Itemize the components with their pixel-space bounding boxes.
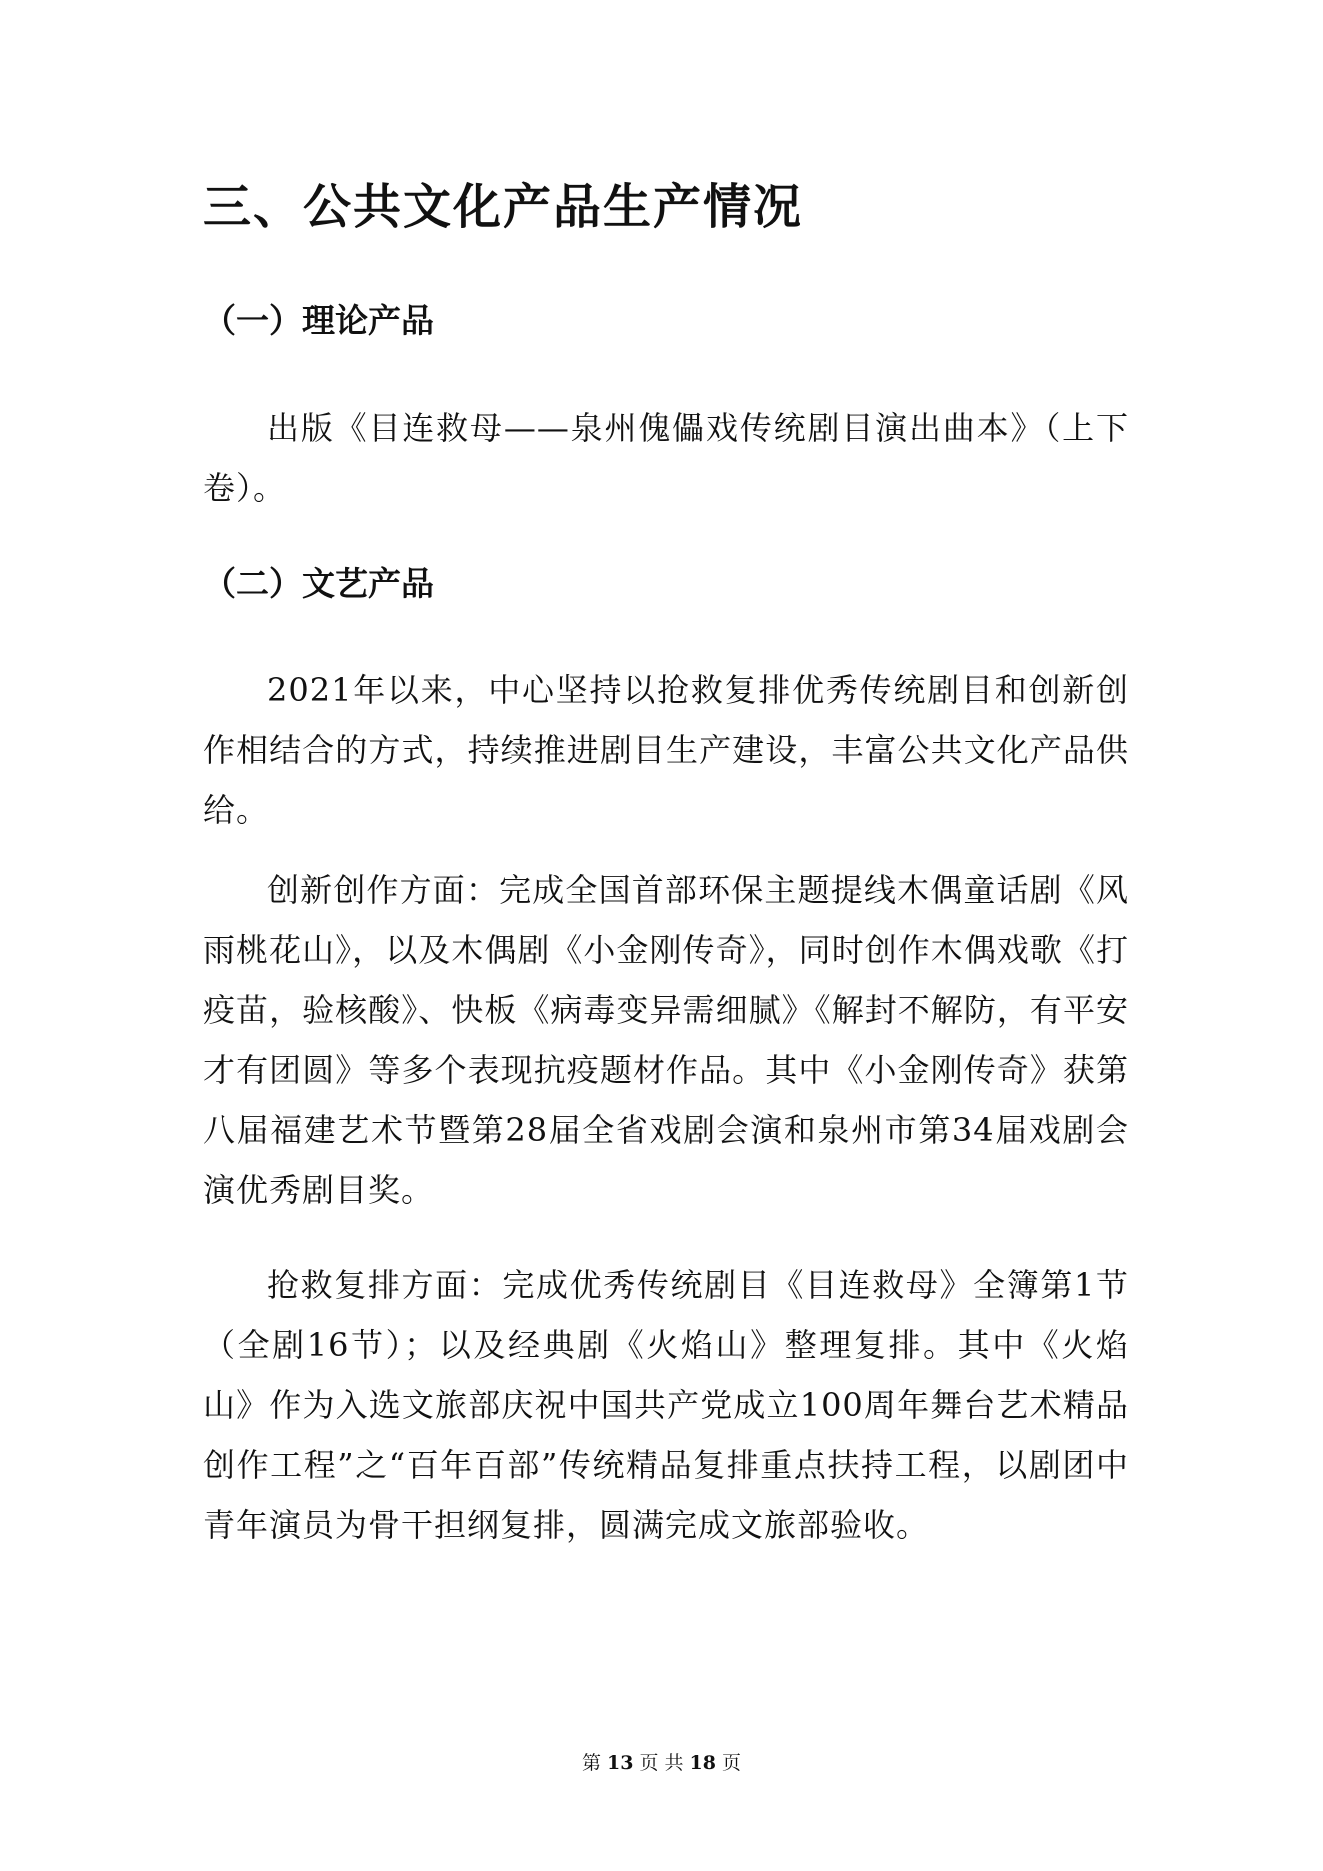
paragraph-innovation-creation: 创新创作方面：完成全国首部环保主题提线木偶童话剧《风雨桃花山》，以及木偶剧《小金刚传奇》，同时创作木偶戏歌《打疫苗，验核酸》、快板《病毒变异需细腻》《解封不解防，有平安才有团圆》等多个表现抗疫题材作品。其中《小金刚传奇》获第八届福建艺术节暨第28届全省戏剧会演和泉州市第34届戏剧会演优秀剧目奖。 [203, 871, 1129, 1209]
footer-middle: 页 共 [639, 1752, 684, 1774]
footer-prefix: 第 [582, 1752, 602, 1774]
subsection-title-theory-products: （一）理论产品 [203, 301, 434, 340]
footer-total-pages: 18 [689, 1752, 716, 1774]
subsection-title-art-products: （二）文艺产品 [203, 564, 434, 603]
paragraph-art-overview: 2021年以来，中心坚持以抢救复排优秀传统剧目和创新创作相结合的方式，持续推进剧目生产建设，丰富公共文化产品供给。 [203, 671, 1129, 829]
section-heading: 三、公共文化产品生产情况 [203, 179, 804, 235]
footer-suffix: 页 [721, 1752, 741, 1774]
footer-current-page: 13 [607, 1752, 634, 1774]
paragraph-rescue-restaging: 抢救复排方面：完成优秀传统剧目《目连救母》全簿第1节（全剧16节）；以及经典剧《火焰山》整理复排。其中《火焰山》作为入选文旅部庆祝中国共产党成立100周年舞台艺术精品创作工程”之“百年百部”传统精品复排重点扶持工程，以剧团中青年演员为骨干担纲复排，圆满完成文旅部验收。 [203, 1266, 1129, 1544]
page-footer [0, 1748, 1323, 1775]
paragraph-theory-publication: 出版《目连救母——泉州傀儡戏传统剧目演出曲本》（上下卷）。 [203, 409, 1129, 507]
